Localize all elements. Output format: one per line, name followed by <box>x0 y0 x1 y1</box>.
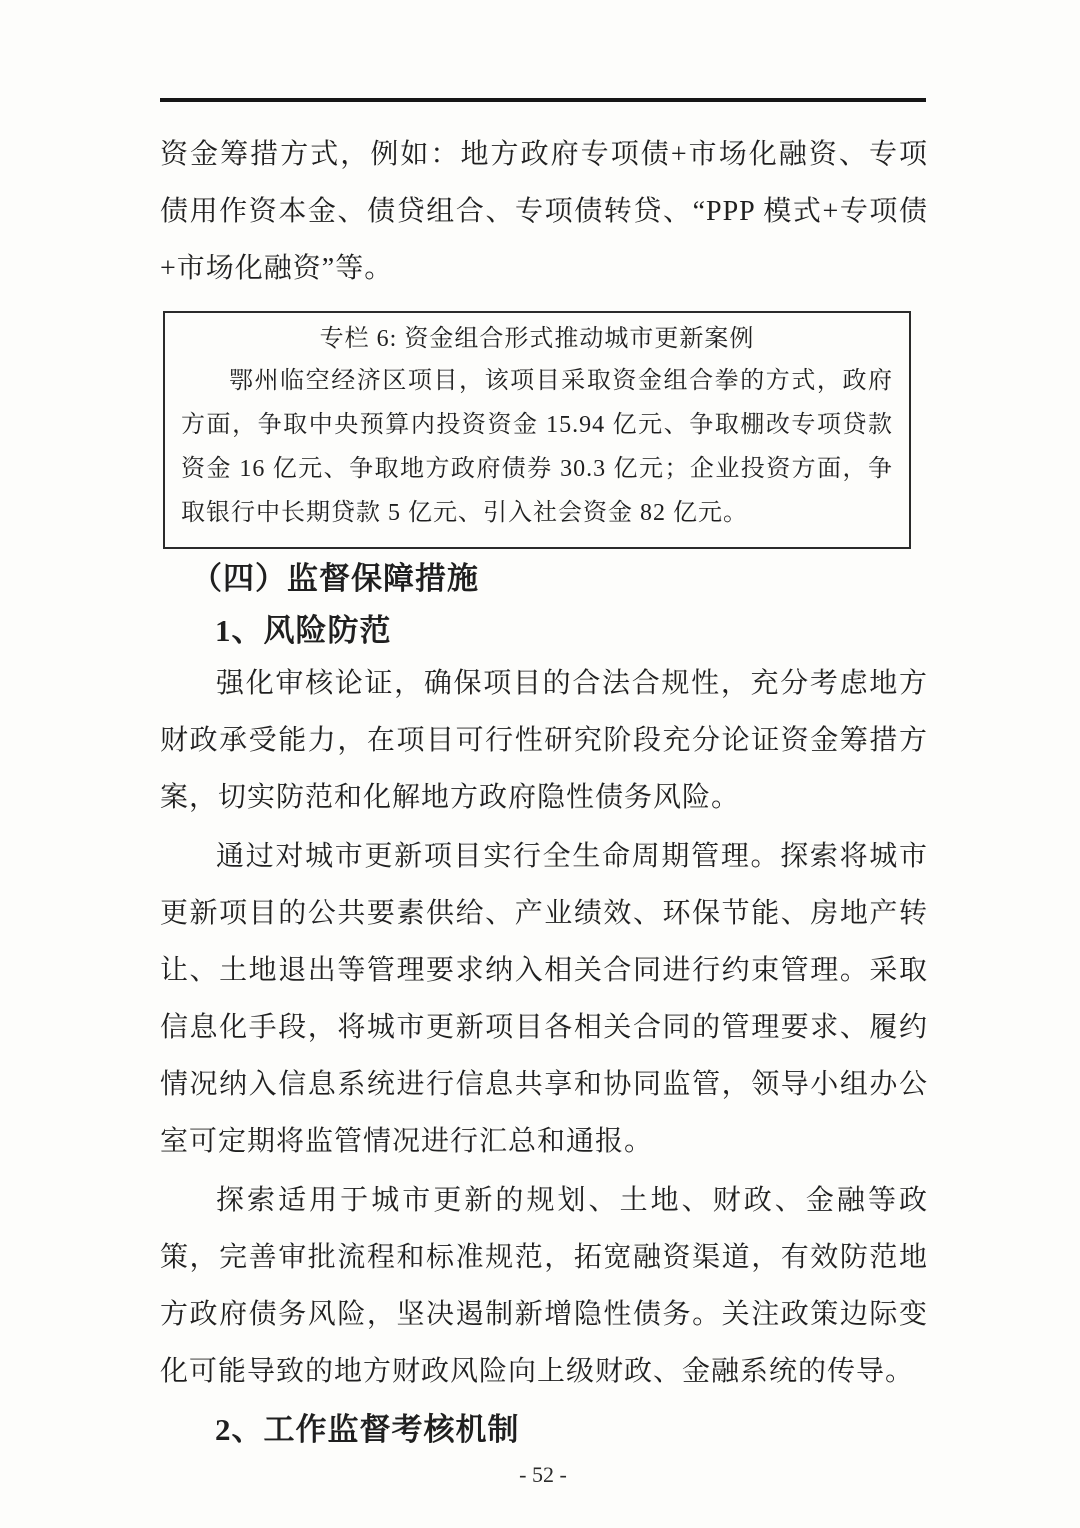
page-number: - 52 - <box>519 1462 567 1487</box>
callout-body: 鄂州临空经济区项目，该项目采取资金组合拳的方式，政府方面，争取中央预算内投资资金 15.94 亿元、争取棚改专项贷款资金 16 亿元、争取地方政府债券 30.3 亿元；企业投资方面，争取银行中长期贷款 5 亿元、引入社会资金 82 亿元。 <box>181 368 893 526</box>
page-content <box>0 98 1080 1490</box>
subsection-heading-assessment-mechanism: 2、工作监督考核机制 <box>215 1412 520 1447</box>
paragraph-risk-prevention-2: 通过对城市更新项目实行全生命周期管理。探索将城市更新项目的公共要素供给、产业绩效、环保节能、房地产转让、土地退出等管理要求纳入相关合同进行约束管理。采取信息化手段，将城市更新项目各相关合同的管理要求、履约情况纳入信息系统进行信息共享和协同监管，领导小组办公室可定期将监管情况进行汇总和通报。 <box>160 841 928 1157</box>
paragraph-risk-prevention-1: 强化审核论证，确保项目的合法合规性，充分考虑地方财政承受能力，在项目可行性研究阶段充分论证资金筹措方案，切实防范和化解地方政府隐性债务风险。 <box>160 668 928 813</box>
continued-paragraph: 资金筹措方式，例如：地方政府专项债+市场化融资、专项债用作资本金、债贷组合、专项债转贷、“PPP 模式+专项债+市场化融资”等。 <box>160 139 928 284</box>
callout-box <box>163 311 911 549</box>
paragraph-risk-prevention-3: 探索适用于城市更新的规划、土地、财政、金融等政策，完善审批流程和标准规范，拓宽融资渠道，有效防范地方政府债务风险，坚决遏制新增隐性债务。关注政策边际变化可能导致的地方财政风险向上级财政、金融系统的传导。 <box>160 1185 928 1387</box>
callout-title: 专栏 6: 资金组合形式推动城市更新案例 <box>319 326 755 352</box>
section-heading-supervision: （四）监督保障措施 <box>191 561 479 596</box>
subsection-heading-risk-prevention: 1、风险防范 <box>215 613 392 648</box>
header-rule <box>160 98 926 102</box>
